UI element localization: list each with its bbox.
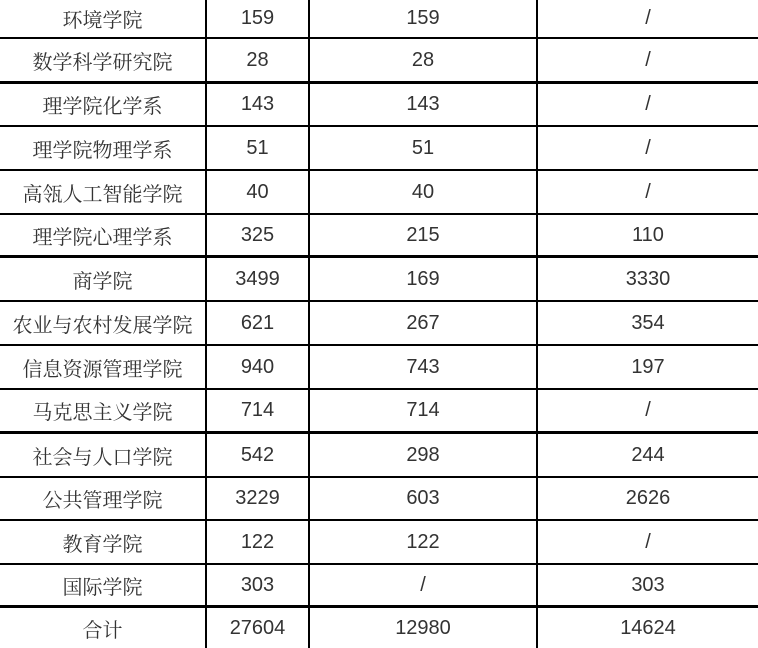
count-cell-3: / <box>645 93 651 115</box>
department-name-cell: 农业与农村发展学院 <box>0 302 207 344</box>
total-count-cell: 27604 <box>207 608 310 648</box>
table-row <box>0 171 758 215</box>
count-cell-3: 110 <box>632 223 664 246</box>
table-total-row <box>0 608 758 648</box>
count-cell-2: 28 <box>310 39 538 81</box>
total-count-cell: 303 <box>207 565 310 605</box>
count-cell-2: 143 <box>310 84 538 125</box>
department-name-cell: 高瓴人工智能学院 <box>0 171 207 213</box>
table-row <box>0 39 758 84</box>
total-count-cell: 3229 <box>207 478 310 519</box>
count-cell-2: 40 <box>310 171 538 213</box>
total-count-cell: 122 <box>207 521 310 563</box>
department-name-cell: 信息资源管理学院 <box>0 346 207 388</box>
count-cell-3: 2626 <box>625 487 671 509</box>
total-count-cell: 28 <box>207 39 310 81</box>
table-row <box>0 346 758 390</box>
table-row <box>0 478 758 521</box>
table-row <box>0 258 758 302</box>
total-count-cell: 51 <box>207 127 310 169</box>
count-cell-3: 14624 <box>620 616 676 639</box>
count-cell-3: / <box>645 7 651 29</box>
count-cell-2: 51 <box>310 127 538 169</box>
count-cell-2: 12980 <box>310 608 538 648</box>
count-cell-2: 159 <box>310 0 538 37</box>
department-name-cell: 教育学院 <box>0 521 207 563</box>
total-count-cell: 325 <box>207 215 310 255</box>
table-row <box>0 302 758 346</box>
count-cell-3: / <box>645 180 651 203</box>
table-row <box>0 127 758 171</box>
total-count-cell: 143 <box>207 84 310 125</box>
department-name-cell: 理学院物理学系 <box>0 127 207 169</box>
count-cell-2: 714 <box>310 390 538 431</box>
department-name-cell: 社会与人口学院 <box>0 434 207 476</box>
count-cell-2: 215 <box>310 215 538 255</box>
count-cell-2: 169 <box>310 258 538 300</box>
table-row <box>0 565 758 608</box>
count-cell-2: 743 <box>310 346 538 388</box>
count-cell-2: / <box>310 565 538 605</box>
count-cell-3: 197 <box>631 355 665 378</box>
table-row <box>0 390 758 434</box>
count-cell-2: 122 <box>310 521 538 563</box>
count-cell-2: 298 <box>310 434 538 476</box>
department-name-cell: 公共管理学院 <box>0 478 207 519</box>
count-cell-3: 244 <box>631 443 665 466</box>
count-cell-3: / <box>645 530 651 553</box>
total-count-cell: 40 <box>207 171 310 213</box>
table-row <box>0 84 758 127</box>
count-cell-3: / <box>645 48 651 71</box>
table-row <box>0 215 758 258</box>
department-name-cell: 数学科学研究院 <box>0 39 207 81</box>
count-cell-3: / <box>645 136 651 159</box>
total-count-cell: 940 <box>207 346 310 388</box>
count-cell-3: / <box>645 399 651 421</box>
department-name-cell: 国际学院 <box>0 565 207 605</box>
total-count-cell: 714 <box>207 390 310 431</box>
count-cell-3: 3330 <box>625 267 671 290</box>
count-cell-2: 603 <box>310 478 538 519</box>
table-row <box>0 521 758 565</box>
count-cell-3: 303 <box>631 573 665 596</box>
department-name-cell: 环境学院 <box>0 0 207 37</box>
department-name-cell: 马克思主义学院 <box>0 390 207 431</box>
count-cell-2: 267 <box>310 302 538 344</box>
count-cell-3: 354 <box>631 311 665 334</box>
department-name-cell: 合计 <box>0 608 207 648</box>
department-name-cell: 理学院心理学系 <box>0 215 207 255</box>
total-count-cell: 542 <box>207 434 310 476</box>
total-count-cell: 3499 <box>207 258 310 300</box>
total-count-cell: 621 <box>207 302 310 344</box>
table-row <box>0 0 758 39</box>
total-count-cell: 159 <box>207 0 310 37</box>
department-name-cell: 理学院化学系 <box>0 84 207 125</box>
table-row <box>0 434 758 478</box>
department-name-cell: 商学院 <box>0 258 207 300</box>
